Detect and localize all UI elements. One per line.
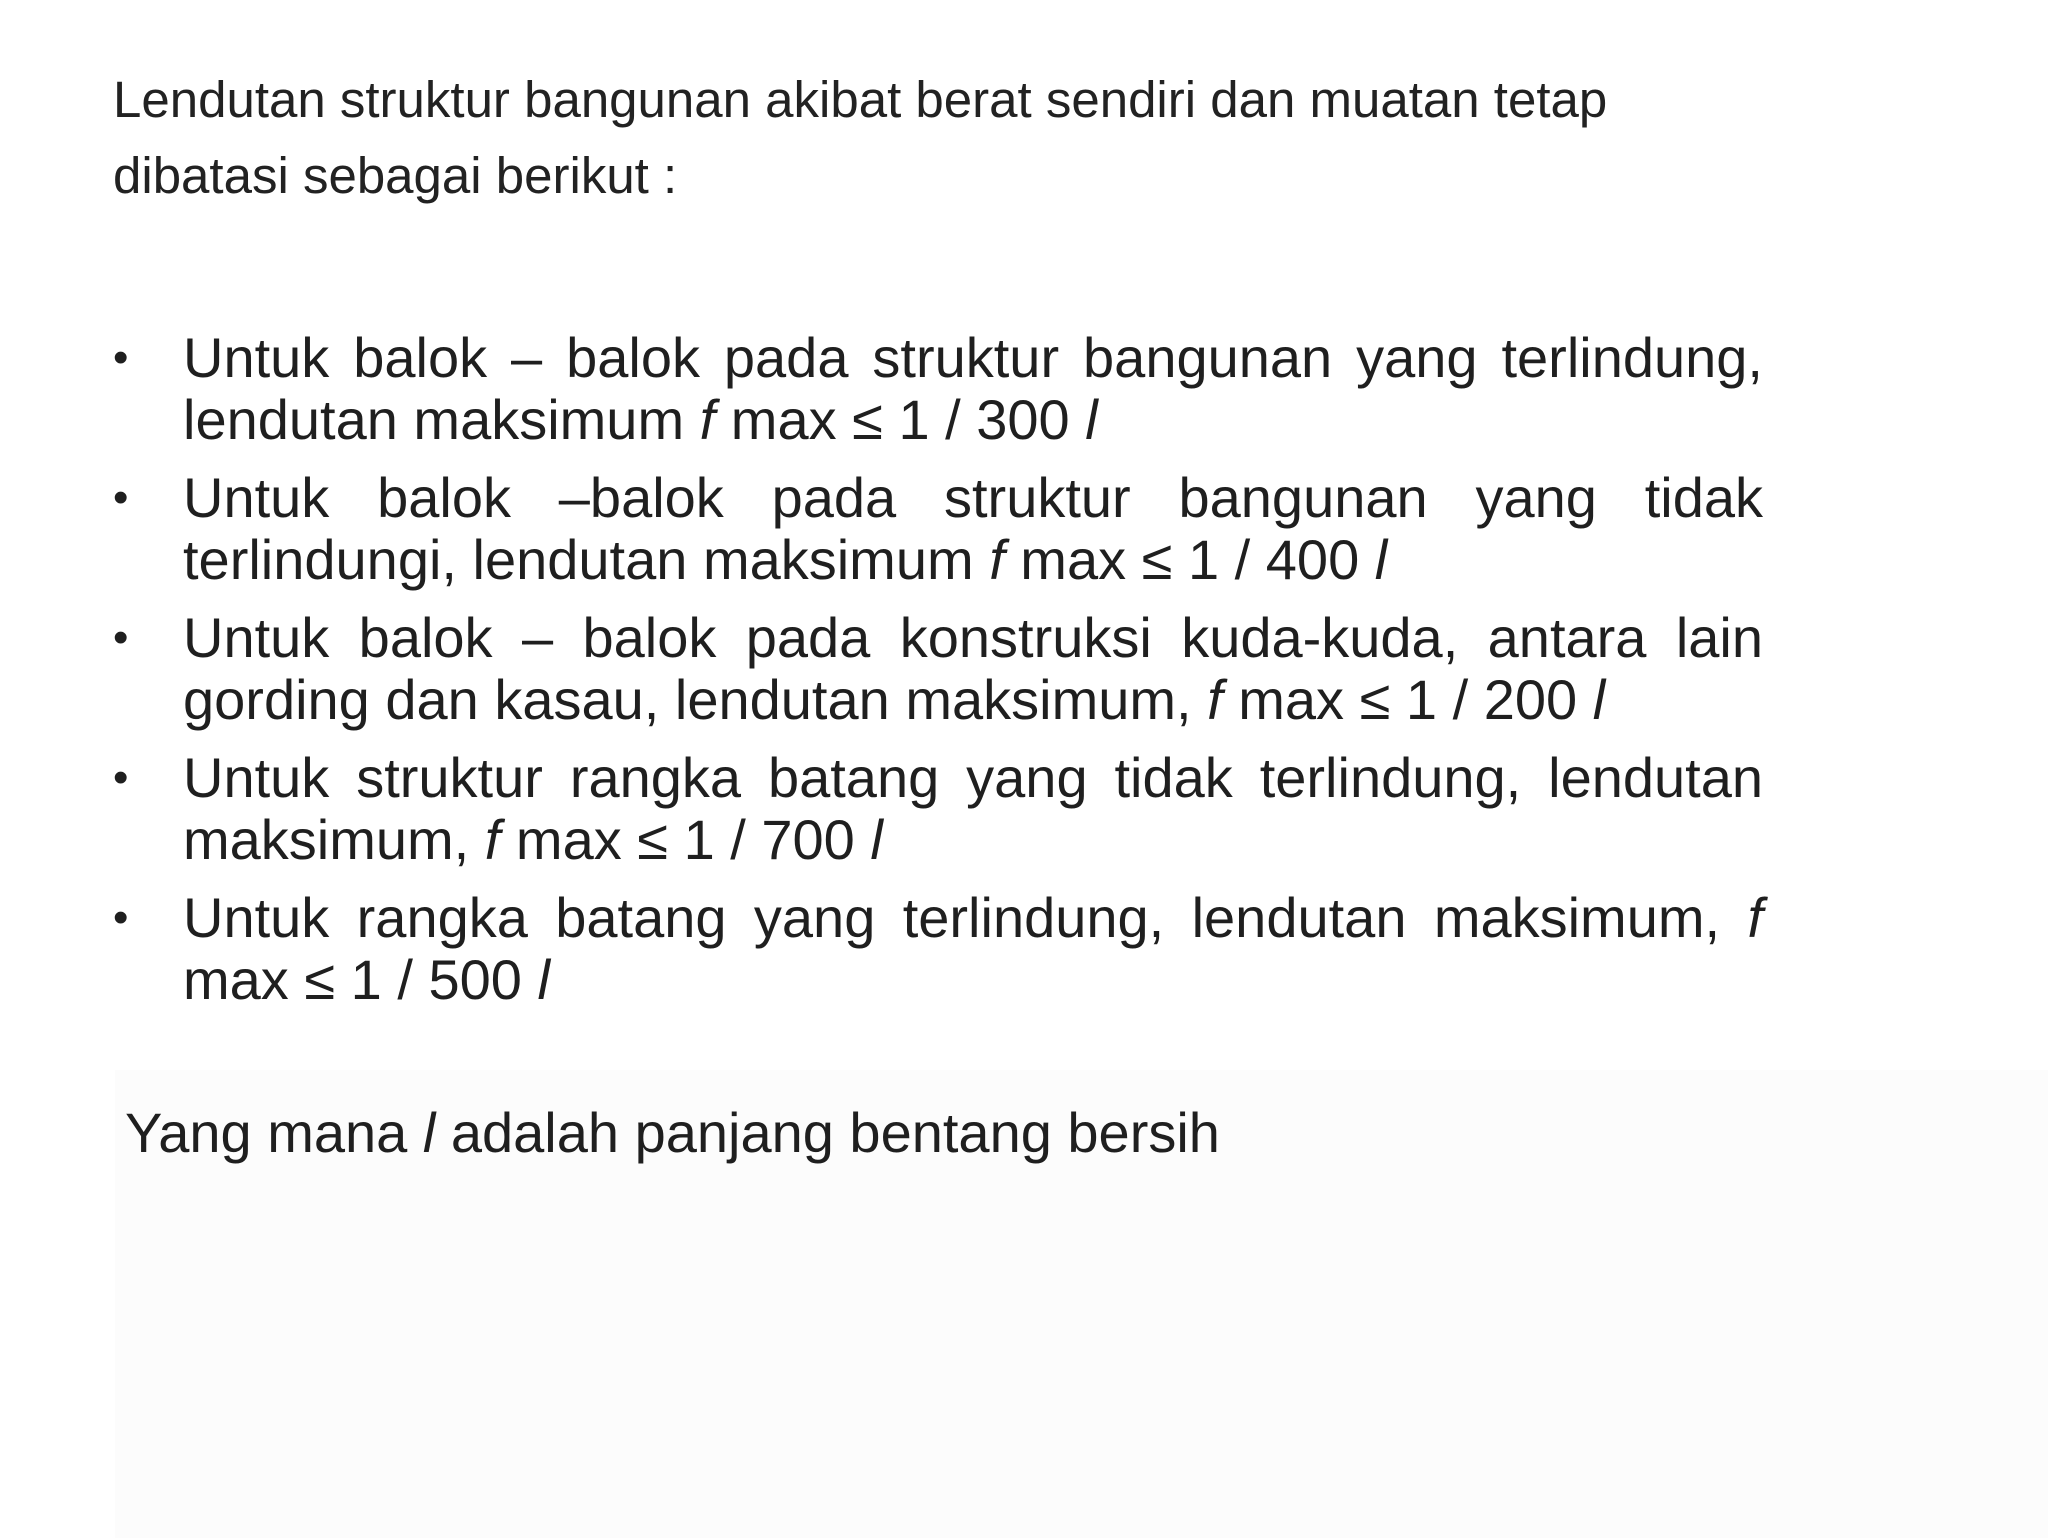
formula-l: l	[537, 948, 550, 1011]
deflection-limit-list	[113, 327, 1763, 1027]
definition-note	[125, 1098, 1775, 1168]
formula-l: l	[870, 808, 883, 871]
list-item-text	[183, 607, 1763, 731]
list-item-text	[183, 467, 1763, 591]
formula-f: f	[1207, 668, 1223, 731]
formula-limit: max ≤ 1 / 300	[715, 388, 1086, 451]
formula-limit: max ≤ 1 / 400	[1004, 528, 1375, 591]
note-before: Yang mana	[125, 1101, 423, 1164]
list-item	[113, 887, 1763, 1011]
bullet-icon: •	[113, 333, 129, 382]
list-item	[113, 607, 1763, 731]
formula-limit: max ≤ 1 / 700	[500, 808, 871, 871]
formula-f: f	[1747, 886, 1763, 949]
item-text: Untuk balok –balok pada struktur bangunan yang tidak terlindungi, lendutan maksimum	[183, 466, 1763, 591]
formula-limit: max ≤ 1 / 500	[183, 948, 538, 1011]
note-after: adalah panjang bentang bersih	[435, 1101, 1220, 1164]
formula-f: f	[699, 388, 716, 451]
item-text: Untuk rangka batang yang terlindung, lendutan maksimum,	[183, 886, 1748, 949]
item-text: Untuk struktur rangka batang yang tidak terlindung, lendutan maksimum,	[183, 746, 1763, 871]
formula-l: l	[1374, 528, 1388, 591]
bullet-icon: •	[113, 753, 129, 802]
intro-paragraph: Lendutan struktur bangunan akibat berat sendiri dan muatan tetap dibatasi sebagai berikut :	[113, 71, 1608, 204]
item-text: Untuk balok – balok pada konstruksi kuda-kuda, antara lain gording dan kasau, lendutan maksimum,	[183, 606, 1763, 731]
bullet-icon: •	[113, 893, 129, 942]
list-item-text	[183, 327, 1763, 451]
formula-limit: max ≤ 1 / 200	[1222, 668, 1593, 731]
formula-l: l	[1085, 388, 1098, 451]
note-variable: l	[422, 1101, 436, 1164]
list-item-text	[183, 887, 1763, 1011]
formula-f: f	[484, 808, 501, 871]
list-item	[113, 747, 1763, 871]
list-item	[113, 327, 1763, 451]
list-item-text	[183, 747, 1763, 871]
formula-f: f	[989, 528, 1005, 591]
bullet-icon: •	[113, 473, 129, 522]
item-text: Untuk balok – balok pada struktur bangunan yang terlindung, lendutan maksimum	[183, 326, 1763, 451]
formula-l: l	[1592, 668, 1606, 731]
bullet-icon: •	[113, 613, 129, 662]
list-item	[113, 467, 1763, 591]
